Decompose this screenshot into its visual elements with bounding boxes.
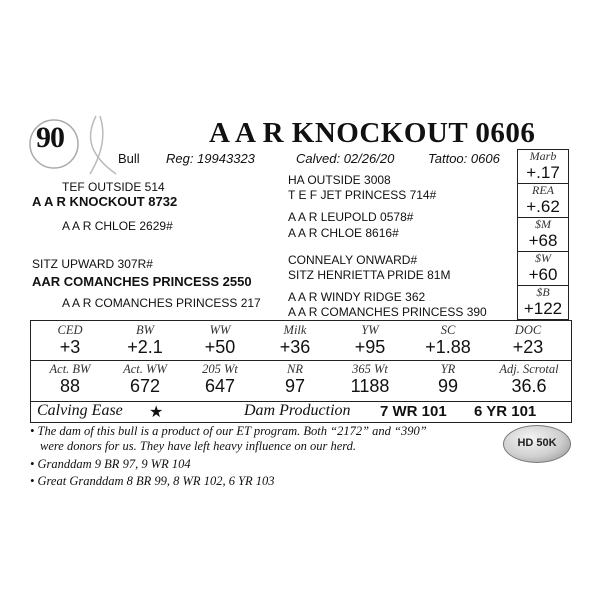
cell-label: Act. BW bbox=[49, 362, 91, 376]
side-epd-column bbox=[517, 149, 569, 320]
pedigree-ancestor-7: A A R WINDY RIDGE 362 bbox=[288, 290, 426, 304]
epd-box-dollar-m bbox=[517, 218, 569, 252]
pedigree-ancestor-8: A A R COMANCHES PRINCESS 390 bbox=[288, 305, 487, 319]
lot-number: 90 bbox=[36, 121, 64, 154]
grid-cell bbox=[33, 362, 107, 396]
hd50k-badge-text: HD 50K bbox=[517, 437, 557, 449]
note-et-program: • The dam of this bull is a product of our ET program. Both “2172” and “390” bbox=[30, 424, 427, 438]
calving-dam-production-bar bbox=[30, 401, 572, 423]
cell-value: +36 bbox=[279, 337, 311, 357]
cell-value: 672 bbox=[129, 376, 161, 396]
calved-text: Calved: 02/26/20 bbox=[296, 151, 395, 166]
cell-value: +50 bbox=[204, 337, 236, 357]
registration-number bbox=[166, 151, 255, 166]
dam-production-yr: 6 YR 101 bbox=[474, 403, 537, 420]
epd-box-dollar-b bbox=[517, 286, 569, 320]
pedigree-dam-dam: A A R COMANCHES PRINCESS 217 bbox=[62, 296, 261, 310]
tattoo-text: Tattoo: 0606 bbox=[428, 151, 500, 166]
cell-value: +1.88 bbox=[425, 337, 471, 357]
epd-value: +.17 bbox=[526, 163, 560, 182]
grid-divider bbox=[31, 360, 571, 361]
grid-cell bbox=[333, 323, 407, 357]
cell-value: 97 bbox=[284, 376, 306, 396]
tattoo bbox=[428, 151, 500, 166]
cell-value: 99 bbox=[437, 376, 459, 396]
performance-grid bbox=[30, 320, 572, 402]
dam-production-wr: 7 WR 101 bbox=[380, 403, 447, 420]
epd-value: +68 bbox=[528, 231, 558, 250]
calving-ease-star-icon: ★ bbox=[149, 404, 164, 421]
pedigree-ancestor-3: A A R LEUPOLD 0578# bbox=[288, 210, 414, 224]
grid-cell bbox=[108, 323, 182, 357]
epd-label: Marb bbox=[529, 149, 557, 163]
epd-box-rea bbox=[517, 184, 569, 218]
grid-cell bbox=[408, 323, 488, 357]
pedigree-ancestor-5: CONNEALY ONWARD# bbox=[288, 253, 418, 267]
cell-label: BW bbox=[135, 323, 155, 337]
grid-cell bbox=[333, 362, 407, 396]
pedigree-sire: A A R KNOCKOUT 8732 bbox=[32, 194, 178, 209]
cell-value: +3 bbox=[59, 337, 81, 357]
cell-label: YR bbox=[440, 362, 456, 376]
cell-label: Act. WW bbox=[123, 362, 167, 376]
epd-label: $W bbox=[535, 251, 551, 265]
grid-cell bbox=[183, 362, 257, 396]
grid-cell bbox=[408, 362, 488, 396]
cell-value: +23 bbox=[512, 337, 544, 357]
note-great-granddam: • Great Granddam 8 BR 99, 8 WR 102, 6 YR 103 bbox=[30, 474, 275, 488]
cell-label: 205 Wt bbox=[202, 362, 238, 376]
sex-label: Bull bbox=[118, 151, 140, 166]
pedigree-ancestor-1: HA OUTSIDE 3008 bbox=[288, 173, 391, 187]
cell-value: 1188 bbox=[350, 376, 390, 396]
cell-value: 88 bbox=[59, 376, 81, 396]
pedigree-ancestor-4: A A R CHLOE 8616# bbox=[288, 226, 399, 240]
cell-label: Adj. Scrotal bbox=[499, 362, 559, 376]
cell-label: NR bbox=[287, 362, 303, 376]
epd-box-dollar-w bbox=[517, 252, 569, 286]
animal-name-title: A A R KNOCKOUT 0606 bbox=[209, 117, 536, 149]
pedigree-ancestor-2: T E F JET PRINCESS 714# bbox=[288, 188, 437, 202]
cell-value: 36.6 bbox=[511, 376, 547, 396]
epd-label: REA bbox=[532, 183, 554, 197]
note-granddam: • Granddam 9 BR 97, 9 WR 104 bbox=[30, 457, 191, 471]
grid-cell bbox=[183, 323, 257, 357]
epd-box-marb bbox=[517, 149, 569, 184]
cell-label: YW bbox=[361, 323, 379, 337]
pedigree-ancestor-6: SITZ HENRIETTA PRIDE 81M bbox=[288, 268, 451, 282]
cell-value: +2.1 bbox=[127, 337, 163, 357]
pedigree-sire-sire: TEF OUTSIDE 514 bbox=[62, 180, 165, 194]
dam-production-label: Dam Production bbox=[244, 402, 351, 419]
grid-cell bbox=[489, 362, 569, 396]
hd50k-badge-logo bbox=[503, 425, 571, 463]
epd-value: +60 bbox=[528, 265, 558, 284]
cell-label: Milk bbox=[283, 323, 307, 337]
cell-value: 647 bbox=[204, 376, 236, 396]
grid-cell bbox=[258, 362, 332, 396]
note-et-program-cont: were donors for us. They have left heavy influence on our herd. bbox=[40, 439, 357, 453]
cell-value: +95 bbox=[354, 337, 386, 357]
epd-value: +122 bbox=[523, 299, 563, 318]
grid-cell bbox=[33, 323, 107, 357]
epd-label: $B bbox=[536, 285, 550, 299]
cell-label: SC bbox=[440, 323, 456, 337]
pedigree-dam-sire: SITZ UPWARD 307R# bbox=[32, 257, 153, 271]
epd-label: $M bbox=[535, 217, 551, 231]
calving-ease-label: Calving Ease bbox=[37, 402, 123, 419]
grid-cell bbox=[258, 323, 332, 357]
epd-value: +.62 bbox=[526, 197, 560, 216]
pedigree-dam: AAR COMANCHES PRINCESS 2550 bbox=[32, 274, 252, 289]
cell-label: DOC bbox=[514, 323, 542, 337]
cell-label: 365 Wt bbox=[352, 362, 388, 376]
cell-label: CED bbox=[57, 323, 83, 337]
cell-label: WW bbox=[209, 323, 231, 337]
registration-text: Reg: 19943323 bbox=[166, 151, 255, 166]
grid-cell bbox=[489, 323, 567, 357]
pedigree-sire-dam: A A R CHLOE 2629# bbox=[62, 219, 173, 233]
calved-date bbox=[296, 151, 394, 166]
grid-cell bbox=[108, 362, 182, 396]
